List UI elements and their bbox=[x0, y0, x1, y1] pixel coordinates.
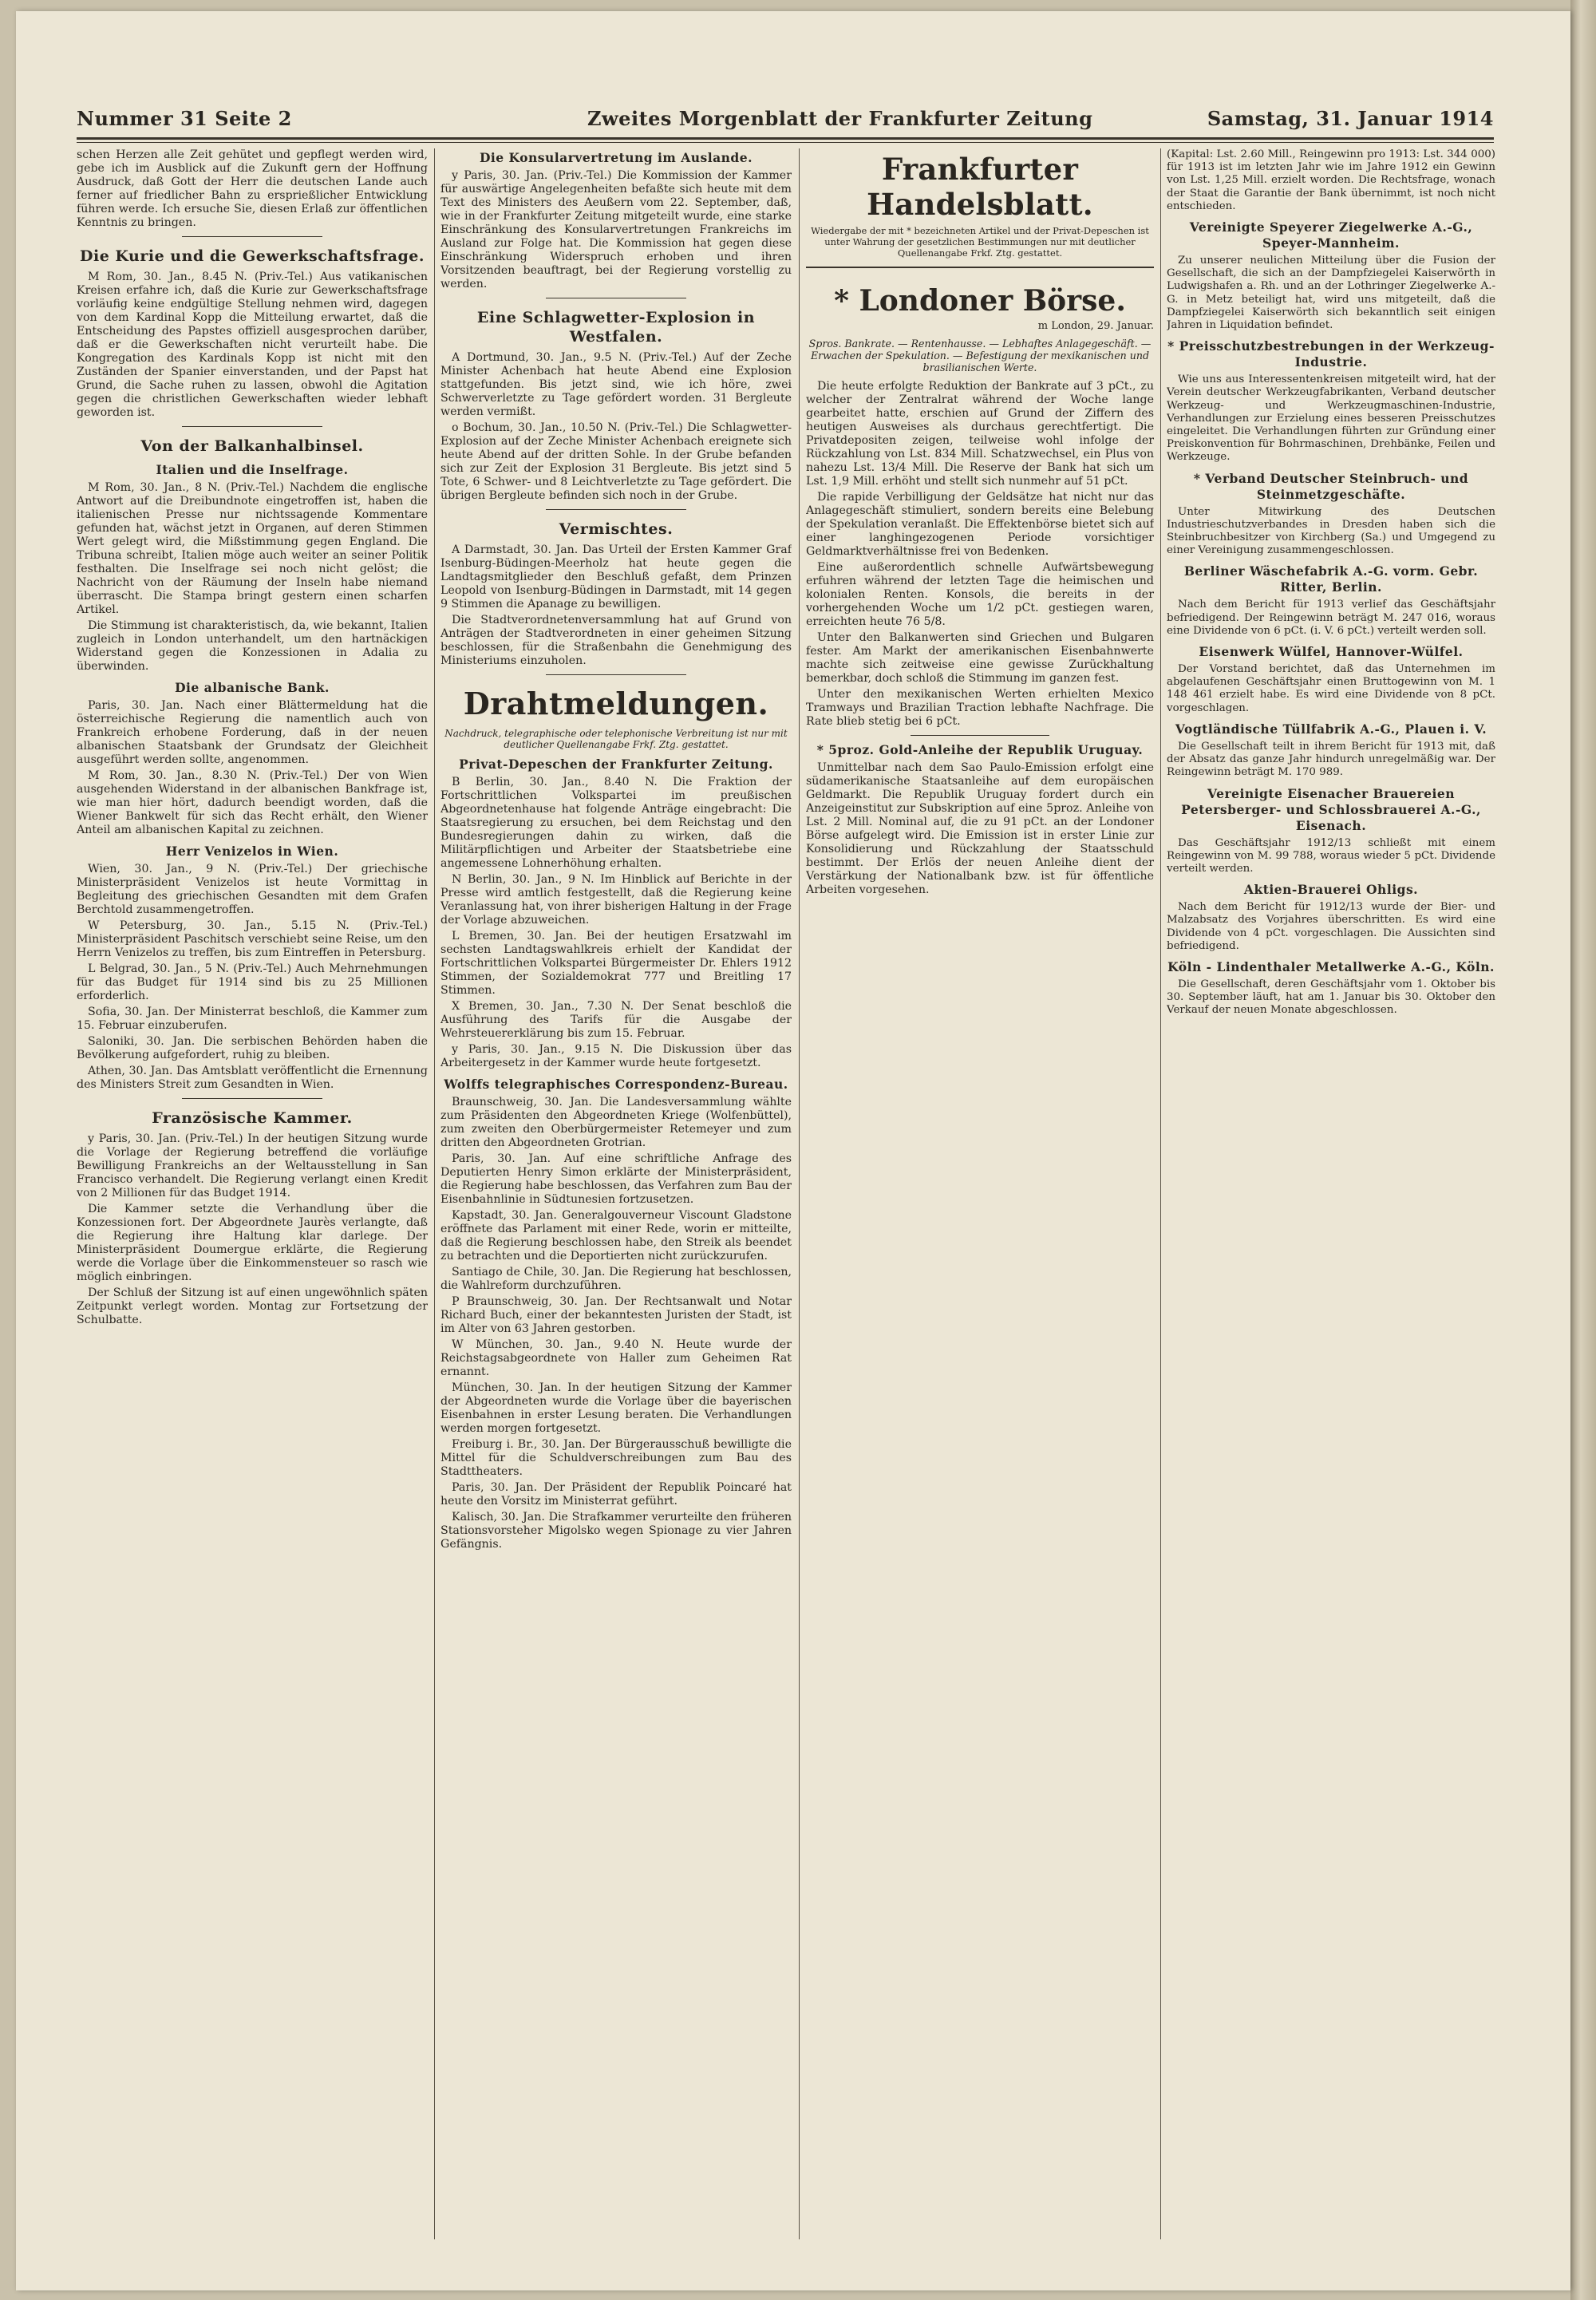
separator bbox=[546, 674, 686, 675]
page-edge bbox=[1570, 0, 1596, 2300]
paragraph: Santiago de Chile, 30. Jan. Die Regierung hat beschlossen, die Wahlreform durchzuführen. bbox=[440, 1266, 792, 1292]
headline: Drahtmeldungen. bbox=[463, 686, 769, 721]
headline: * 5proz. Gold-Anleihe der Republik Uruguay. bbox=[816, 742, 1144, 757]
headline: Eine Schlagwetter-Explosion in Westfalen. bbox=[476, 309, 756, 346]
paragraph: Wien, 30. Jan., 9 N. (Priv.-Tel.) Der griechische Ministerpräsident Venizelos ist heute Vormittag in Begleitung des griechischen Gesandten mit dem Grafen Berchtold zusammengetroffen. bbox=[77, 863, 428, 916]
paragraph: (Kapital: Lst. 2.60 Mill., Reingewinn pro 1913: Lst. 344 000) für 1913 ist im letzten Jahr wie im Jahre 1912 ein Gewinn von Lst. 1,25 Mill. erzielt worden. Die Rechtsfrage, wonach der Staat die Garantie der Bank übernimmt, ist noch nicht entschieden. bbox=[1167, 148, 1495, 212]
paragraph: M Rom, 30. Jan., 8.45 N. (Priv.-Tel.) Aus vatikanischen Kreisen erfahre ich, daß die Kurie zur Gewerkschaftsfrage vorläufig keine endgültige Stellung nehmen wird, dagegen von dem Kardinal Kopp die Mitteilung erwartet, daß die Entscheidung des Papstes offiziell ausgesprochen darüber, daß er die Gewerkschaften nicht verurteilt habe. Die Kongregation des Kardinals Kopp ist nicht mit den Zuständen der Spanier einverstanden, und der Papst hat Grund, die Sache ruhen zu lassen, obwohl die Agitation gegen die christlichen Gewerkschaften wieder lebhaft geworden ist. bbox=[77, 271, 428, 419]
paragraph: A Dortmund, 30. Jan., 9.5 N. (Priv.-Tel.) Auf der Zeche Minister Achenbach hat heute Abend eine Explosion stattgefunden. Bis jetzt sind, wie ich höre, zwei Schwerverletzte zu Tage gefördert worden. 31 Bergleute werden vermißt. bbox=[440, 351, 792, 418]
paragraph: schen Herzen alle Zeit gehütet und gepflegt werden wird, gebe ich im Ausblick auf die Zukunft gern der Hoffnung Ausdruck, daß Gott der Herr die deutschen Lande auch ferner auf friedlicher Bahn zu ersprießlicher Entwicklung führen werde. Ich ersuche Sie, diesen Erlaß zur öffentlichen Kenntnis zu bringen. bbox=[77, 148, 428, 229]
paragraph: A Darmstadt, 30. Jan. Das Urteil der Ersten Kammer Graf Isenburg-Büdingen-Meerholz hat heute gegen die Landtagsmitglieder den Beschluß gefaßt, dem Prinzen Leopold von Isenburg-Büdingen in Darmstadt, mit 14 gegen 9 Stimmen die Apanage zu bewilligen. bbox=[440, 543, 792, 611]
issue-date: Samstag, 31. Januar 1914 bbox=[1207, 107, 1494, 130]
headline: * Londoner Börse. bbox=[834, 284, 1126, 318]
subheadline: Herr Venizelos in Wien. bbox=[165, 844, 339, 859]
company-headline: * Verband Deutscher Steinbruch- und Steinmetzgeschäfte. bbox=[1193, 470, 1469, 502]
paragraph: P Braunschweig, 30. Jan. Der Rechtsanwalt und Notar Richard Buch, einer der bekanntesten Juristen der Stadt, ist im Alter von 63 Jahren gestorben. bbox=[440, 1295, 792, 1335]
paragraph: Kapstadt, 30. Jan. Generalgouverneur Viscount Gladstone eröffnete das Parlament mit einer Rede, worin er mitteilte, daß die Regierung beschlossen habe, den Streik als beendet zu betrachten und die Deportierten nicht zurückzurufen. bbox=[440, 1209, 792, 1263]
headline: Vermischtes. bbox=[559, 520, 674, 538]
column-1 bbox=[77, 148, 428, 2239]
paragraph: Die Stadtverordnetenversammlung hat auf Grund von Anträgen der Stadtverordneten in einer geheimen Sitzung beschlossen, für die Straßenbahn die Genehmigung des Ministeriums einzuholen. bbox=[440, 614, 792, 667]
headline: Die Konsularvertretung im Auslande. bbox=[479, 150, 753, 165]
column-rule bbox=[434, 148, 435, 2239]
paragraph: Die Gesellschaft teilt in ihrem Bericht für 1913 mit, daß der Absatz das ganze Jahr hindurch unregelmäßig war. Der Reingewinn beträgt M. 170 989. bbox=[1167, 740, 1495, 779]
paragraph: Eine außerordentlich schnelle Aufwärtsbewegung erfuhren während der letzten Tage die heimischen und kolonialen Renten. Konsols, die bereits in der vorhergehenden Woche um 1/2 pCt. gestiegen waren, erreichten heute 76 5/8. bbox=[806, 561, 1154, 628]
paragraph: Nach dem Bericht für 1913 verlief das Geschäftsjahr befriedigend. Der Reingewinn beträgt M. 247 016, woraus eine Dividende von 6 pCt. (i. V. 6 pCt.) verteilt werden soll. bbox=[1167, 599, 1495, 637]
paragraph: M Rom, 30. Jan., 8.30 N. (Priv.-Tel.) Der von Wien ausgehenden Widerstand in der albanischen Bankfrage ist, wie man hier hört, dadurch beendigt worden, daß die Wiener Bankwelt für sich das Recht erhält, den Wiener Anteil am albanischen Kapital zu zeichnen. bbox=[77, 769, 428, 836]
subheadline: Die albanische Bank. bbox=[175, 680, 330, 695]
subheadline: Wolffs telegraphisches Correspondenz-Bureau. bbox=[444, 1077, 788, 1092]
separator bbox=[911, 735, 1049, 736]
paragraph: M Rom, 30. Jan., 8 N. (Priv.-Tel.) Nachdem die englische Antwort auf die Dreibundnote eingetroffen ist, haben die italienischen Presse nur nichtssagende Kommentare gefunden hat, wächst jetzt in Organen, auf deren Stimmen Wert gelegt wird, die Mißstimmung gegen England. Die Tribuna schreibt, Italien möge auch weiter an seiner Politik festhalten. Die Inselfrage sei noch nicht gelöst; die Nachricht von der Räumung der Inseln habe niemand überrascht. Die Stampa bringt gestern einen scharfen Artikel. bbox=[77, 481, 428, 616]
page-header bbox=[77, 104, 1494, 136]
paragraph: Unmittelbar nach dem Sao Paulo-Emission erfolgt eine südamerikanische Staatsanleihe auf dem europäischen Geldmarkt. Die Republik Uruguay fordert durch ein Anzeigeinstitut zur Subskription auf eine 5proz. Anleihe von Lst. 2 Mill. Nominal auf, die zu 91 pCt. an der Londoner Börse aufgelegt wird. Die Emission ist in erster Linie zur Konsolidierung und Rückzahlung der Staatsschuld bestimmt. Der Erlös der neuen Anleihe dient der Verstärkung der Nationalbank bzw. ist für öffentliche Arbeiten vorgesehen. bbox=[806, 761, 1154, 896]
column-2 bbox=[440, 148, 792, 2239]
paragraph: Nach dem Bericht für 1912/13 wurde der Bier- und Malzabsatz des Vorjahres überschritten. Es wird eine Dividende von 4 pCt. vorgeschlagen. Die Aussichten sind befriedigend. bbox=[1167, 901, 1495, 952]
company-headline: Vereinigte Eisenacher Brauereien Petersberger- und Schlossbrauerei A.-G., Eisenach. bbox=[1181, 785, 1481, 833]
paragraph: Freiburg i. Br., 30. Jan. Der Bürgerausschuß bewilligte die Mittel für die Schuldverschreibungen zum Bau des Stadttheaters. bbox=[440, 1438, 792, 1478]
reprint-notice: Wiedergabe der mit * bezeichneten Artikel und der Privat-Depeschen ist unter Wahrung der gesetzlichen Bestimmungen nur mit deutlicher Quellenangabe Frkf. Ztg. gestattet. bbox=[811, 225, 1149, 259]
paragraph: Unter den mexikanischen Werten erhielten Mexico Tramways und Brazilian Traction lebhafte Nachfrage. Die Rate blieb stetig bei 6 pCt. bbox=[806, 688, 1154, 728]
paragraph: Paris, 30. Jan. Der Präsident der Republik Poincaré hat heute den Vorsitz im Ministerrat geführt. bbox=[440, 1481, 792, 1508]
paragraph: Unter Mitwirkung des Deutschen Industrieschutzverbandes in Dresden haben sich die Steinbruchbesitzer von Kirchberg (Sa.) und Umgegend zu einer Vereinigung zusammengeschlossen. bbox=[1167, 505, 1495, 557]
company-headline: Aktien-Brauerei Ohligs. bbox=[1243, 882, 1419, 898]
separator bbox=[546, 509, 686, 510]
paragraph: Saloniki, 30. Jan. Die serbischen Behörden haben die Bevölkerung aufgefordert, ruhig zu bleiben. bbox=[77, 1035, 428, 1061]
paragraph: L Belgrad, 30. Jan., 5 N. (Priv.-Tel.) Auch Mehrnehmungen für das Budget für 1914 sind bis zu 25 Millionen erforderlich. bbox=[77, 962, 428, 1002]
separator bbox=[182, 1098, 322, 1099]
header-rule bbox=[77, 137, 1494, 140]
header-rule-thin bbox=[77, 142, 1494, 143]
paragraph: B Berlin, 30. Jan., 8.40 N. Die Fraktion der Fortschrittlichen Volkspartei im preußischen Abgeordnetenhause hat folgende Anträge eingebracht: Die Staatsregierung zu ersuchen, bei dem Reichstag und den Bundesregierungen dahin zu wirken, daß die Militärpflichtigen und Arbeiter der Staatsbetriebe eine angemessene Lohnerhöhung erhalten. bbox=[440, 776, 792, 870]
company-headline: Köln - Lindenthaler Metallwerke A.-G., Köln. bbox=[1167, 958, 1495, 974]
separator bbox=[182, 426, 322, 427]
company-headline: Vereinigte Speyerer Ziegelwerke A.-G., Speyer-Mannheim. bbox=[1189, 219, 1473, 251]
paragraph: Die rapide Verbilligung der Geldsätze hat nicht nur das Anlagegeschäft stimuliert, sondern bereits eine Belebung der Spekulation veranlaßt. Die Effektenbörse bietet sich auf einer langhingezogenen Periode vorsichtiger Geldmarktverhältnisse frei von Bedenken. bbox=[806, 491, 1154, 558]
paragraph: W München, 30. Jan., 9.40 N. Heute wurde der Reichstagsabgeordnete von Haller zum Geheimen Rat ernannt. bbox=[440, 1338, 792, 1378]
paragraph: X Bremen, 30. Jan., 7.30 N. Der Senat beschloß die Ausführung des Tarifs für die Ausgabe der Wehrsteuererklärung bis zum 15. Februar. bbox=[440, 1000, 792, 1040]
paragraph: Zu unserer neulichen Mitteilung über die Fusion der Gesellschaft, die sich an der Dampfziegelei Kaiserwörth in Ludwigshafen a. Rh. und an der Lothringer Ziegelwerke A.-G. in Metz beteiligt hat, wird uns mitgeteilt, daß die Dampfziegelei Kaiserwörth sich bekanntlich seit einigen Jahren in Liquidation befindet. bbox=[1167, 255, 1495, 332]
paragraph: W Petersburg, 30. Jan., 5.15 N. (Priv.-Tel.) Ministerpräsident Paschitsch verschiebt seine Reise, um den Herrn Venizelos zu treffen, bis zum Eintreffen in Petersburg. bbox=[77, 919, 428, 959]
column-rule bbox=[1160, 148, 1161, 2239]
paragraph: München, 30. Jan. In der heutigen Sitzung der Kammer der Abgeordneten wurde die Vorlage über die bayerischen Eisenbahnen in erster Lesung beraten. Die Verhandlungen werden morgen fortgesetzt. bbox=[440, 1381, 792, 1435]
paragraph: Das Geschäftsjahr 1912/13 schließt mit einem Reingewinn von M. 99 788, woraus wieder 5 pCt. Dividende verteilt werden. bbox=[1167, 836, 1495, 875]
paragraph: Die Gesellschaft, deren Geschäftsjahr vom 1. Oktober bis 30. September läuft, hat am 1. Januar bis 30. Oktober den Verkauf der neuen Monate abgeschlossen. bbox=[1167, 978, 1495, 1017]
separator bbox=[182, 236, 322, 237]
paragraph: o Bochum, 30. Jan., 10.50 N. (Priv.-Tel.) Die Schlagwetter-Explosion auf der Zeche Minister Achenbach ereignete sich heute Abend auf der dritten Sohle. In der Grube befanden sich zur Zeit der Explosion 31 Bergleute. Bis jetzt sind 5 Tote, 6 Schwer- und 8 Leichtverletzte zu Tage gefördert. Die übrigen Bergleute befinden sich noch in der Grube. bbox=[440, 421, 792, 502]
column-3 bbox=[806, 148, 1154, 2239]
paragraph: Der Schluß der Sitzung ist auf einen ungewöhnlich späten Zeitpunkt verlegt worden. Montag zur Fortsetzung der Schulbatte. bbox=[77, 1286, 428, 1326]
paragraph: Die Stimmung ist charakteristisch, da, wie bekannt, Italien zugleich in London unterhandelt, um den hartnäckigen Widerstand gegen die Konzessionen in Adalia zu überwinden. bbox=[77, 619, 428, 673]
headline: Die Kurie und die Gewerkschaftsfrage. bbox=[80, 247, 425, 265]
paragraph: Die Kammer setzte die Verhandlung über die Konzessionen fort. Der Abgeordnete Jaurès verlangte, daß die Regierung ihre Haltung klar darlege. Der Ministerpräsident Doumergue erklärte, die Regierung werde die Vorlage über die Einkommensteuer so rasch wie möglich einbringen. bbox=[77, 1203, 428, 1283]
paragraph: y Paris, 30. Jan. (Priv.-Tel.) In der heutigen Sitzung wurde die Vorlage der Regierung betreffend die vorläufige Bewilligung Frankreichs an der Weltausstellung in San Francisco verhandelt. Die Regierung verlangt einen Kredit von 2 Millionen für das Budget 1914. bbox=[77, 1132, 428, 1199]
paragraph: Braunschweig, 30. Jan. Die Landesversammlung wählte zum Präsidenten den Abgeordneten Kriege (Wolfenbüttel), zum zweiten den Oberbürgermeister Retemeyer und zum dritten den Abgeordneten Grotrian. bbox=[440, 1096, 792, 1149]
paragraph: Wie uns aus Interessentenkreisen mitgeteilt wird, hat der Verein deutscher Werkzeugfabrikanten, Verband deutscher Werkzeug- und Werkzeugmaschinen-Industrie, Verhandlungen zur Erzielung eines besseren Preisschutzes eingeleitet. Die Verhandlungen führten zur Gründung einer Preiskonvention für Bohrmaschinen, Drehbänke, Feilen und Werkzeuge. bbox=[1167, 373, 1495, 464]
dateline: m London, 29. Januar. bbox=[1037, 320, 1154, 332]
issue-number: Nummer 31 Seite 2 bbox=[77, 107, 292, 130]
headline: Französische Kammer. bbox=[152, 1109, 353, 1127]
reprint-notice: Nachdruck, telegraphische oder telephonische Verbreitung ist nur mit deutlicher Quellenangabe Frkf. Ztg. gestattet. bbox=[444, 728, 788, 750]
paragraph: Die heute erfolgte Reduktion der Bankrate auf 3 pCt., zu welcher der Zentralrat während der Woche lange gearbeitet hatte, erschien auf Grund der Ziffern des heutigen Ausweises als durchaus gerechtfertigt. Die Privatdepositen zeigen, teilweise wohl infolge der Rückzahlung von Lst. 834 Mill. Schatzwechsel, ein Plus von nahezu Lst. 13/4 Mill. Die Reserve der Bank hat sich um Lst. 1,9 Mill. erhöht und stellt sich nunmehr auf 51 pCt. bbox=[806, 380, 1154, 488]
company-headline: Berliner Wäschefabrik A.-G. vorm. Gebr. Ritter, Berlin. bbox=[1183, 563, 1479, 595]
company-headline: Vogtländische Tüllfabrik A.-G., Plauen i. V. bbox=[1175, 721, 1487, 737]
paragraph: Athen, 30. Jan. Das Amtsblatt veröffentlicht die Ernennung des Ministers Streit zum Gesandten in Wien. bbox=[77, 1065, 428, 1091]
paragraph: Kalisch, 30. Jan. Die Strafkammer verurteilte den früheren Stationsvorsteher Migolsko wegen Spionage zu vier Jahren Gefängnis. bbox=[440, 1511, 792, 1551]
subheadline: Privat-Depeschen der Frankfurter Zeitung. bbox=[459, 757, 773, 772]
subheadline: Spros. Bankrate. — Rentenhausse. — Lebhaftes Anlagegeschäft. — Erwachen der Spekulation. — Befestigung der mexikanischen und brasilianischen Werte. bbox=[808, 338, 1152, 373]
column-rule bbox=[799, 148, 800, 2239]
paragraph: L Bremen, 30. Jan. Bei der heutigen Ersatzwahl im sechsten Landtagswahlkreis erhielt der Kandidat der Fortschrittlichen Volkspartei Bürgermeister Dr. Ehlers 1912 Stimmen, der Sozialdemokrat 777 und Breitling 17 Stimmen. bbox=[440, 930, 792, 997]
paragraph: Sofia, 30. Jan. Der Ministerrat beschloß, die Kammer zum 15. Februar einzuberufen. bbox=[77, 1006, 428, 1032]
edition-title: Zweites Morgenblatt der Frankfurter Zeitung bbox=[587, 107, 1093, 130]
paragraph: N Berlin, 30. Jan., 9 N. Im Hinblick auf Berichte in der Presse wird amtlich festgestellt, daß die Regierung keine Veranlassung hat, von ihrer bisherigen Haltung in der Frage der Vorlage abzuweichen. bbox=[440, 873, 792, 927]
paragraph: y Paris, 30. Jan. (Priv.-Tel.) Die Kommission der Kammer für auswärtige Angelegenheiten befaßte sich heute mit dem Text des Ministers des Aeußern vom 22. September, daß, wie in der Frankfurter Zeitung mitgeteilt wurde, eine starke Einschränkung des Konsularvertretungen Frankreichs im Ausland zur Folge hat. Die Kommission hat gegen diese Einschränkung Widerspruch erhoben und ihren Vorsitzenden beauftragt, bei der Regierung vorstellig zu werden. bbox=[440, 169, 792, 290]
headline: Von der Balkanhalbinsel. bbox=[140, 437, 364, 455]
paragraph: y Paris, 30. Jan., 9.15 N. Die Diskussion über das Arbeitergesetz in der Kammer wurde heute fortgesetzt. bbox=[440, 1043, 792, 1069]
paragraph: Unter den Balkanwerten sind Griechen und Bulgaren fester. Am Markt der amerikanischen Eisenbahnwerte machte sich zeitweise eine gewisse Zurückhaltung bemerkbar, doch schloß die Stimmung im ganzen fest. bbox=[806, 631, 1154, 685]
separator bbox=[806, 267, 1154, 268]
paragraph: Paris, 30. Jan. Auf eine schriftliche Anfrage des Deputierten Henry Simon erklärte der Ministerpräsident, die Regierung habe beschlossen, das Verfahren zum Bau der Eisenbahnlinie in Südtunesien fortzusetzen. bbox=[440, 1152, 792, 1206]
company-headline: Eisenwerk Wülfel, Hannover-Wülfel. bbox=[1199, 644, 1464, 660]
paragraph: Paris, 30. Jan. Nach einer Blättermeldung hat die österreichische Regierung die namentlich auch von Frankreich erhobene Forderung, daß in der neuen albanischen Staatsbank der Grundsatz der Gleichheit ausgeführt werden sollte, angenommen. bbox=[77, 699, 428, 766]
company-headline: * Preisschutzbestrebungen in der Werkzeug-Industrie. bbox=[1167, 338, 1495, 370]
column-4 bbox=[1167, 148, 1495, 2239]
section-masthead: Frankfurter Handelsblatt. bbox=[867, 152, 1093, 222]
paragraph: Der Vorstand berichtet, daß das Unternehmen im abgelaufenen Geschäftsjahr einen Bruttogewinn von M. 1 148 461 erzielt habe. Es wird eine Dividende von 8 pCt. vorgeschlagen. bbox=[1167, 663, 1495, 714]
subheadline: Italien und die Inselfrage. bbox=[156, 462, 349, 477]
